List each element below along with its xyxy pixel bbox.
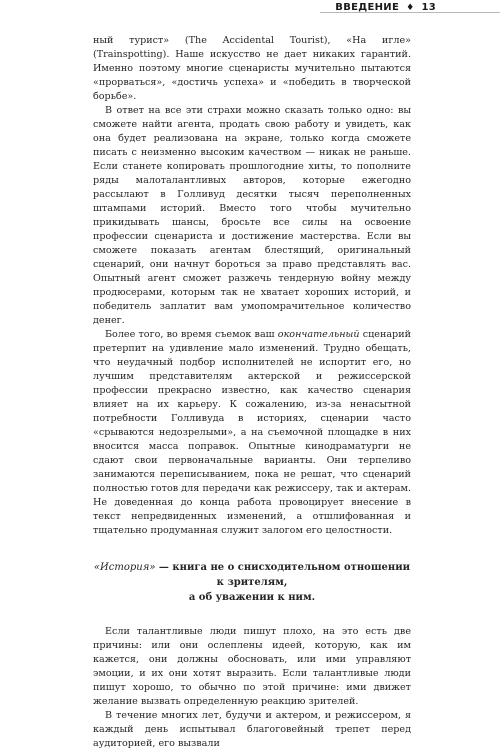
paragraph-3-emphasis: окончательный [277, 329, 360, 340]
diamond-icon: ♦ [406, 3, 415, 13]
paragraph-4: Если талантливые люди пишут плохо, на это есть две причины: или они ослеплены идеей, которую, как им кажется, они должны обосновать, или ими управляют эмоции, и их они хотят выразить. Если талантливые люди пишут хорошо, то обычно по этой причине: ими движет желание вызвать определенную реакцию зрителей. [93, 626, 411, 707]
paragraph-3-rest: сценарий претерпит на удивление мало изменений. Трудно обещать, что неудачный подбор исполнителей не испортит его, но лучшим представителям актерской и режиссерской профессии прекрасно известно, как качество сценария влияет на их карьеру. К сожалению, из-за ненасытной потребности Голливуда в историях, сценарии часто «срываются недозрелыми», а на съемочной площадке в них вносится масса поправок. Опытные кинодраматурги не сдают свои первоначальные варианты. Они терпеливо занимаются переписыванием, пока не решат, что сценарий полностью готов для передачи как режиссеру, так и актерам. Не доведенная до конца работа провоцирует внесение в текст непредвиденных изменений, а отшлифованная и тщательно продуманная служит залогом его целостности. [93, 329, 411, 536]
pull-quote-line-1 [93, 560, 411, 590]
pull-quote [93, 560, 411, 605]
paragraph-3-start: Более того, во время съемок ваш [105, 329, 278, 340]
paragraph-3 [93, 328, 411, 538]
paragraph-1: ный турист» (The Accidental Tourist), «На игле» (Trainspotting). Наше искусство не дает никаких гарантий. Именно поэтому многие сценаристы мучительно пытаются «прорваться», «достичь успеха» и «победить в творческой борьбе». [93, 35, 411, 102]
pull-quote-line-2: а об уважении к ним. [188, 592, 316, 603]
pull-quote-book-title: «История» [93, 562, 156, 573]
section-title: ВВЕДЕНИЕ [335, 2, 400, 13]
page-number: 13 [421, 2, 436, 13]
pull-quote-text: — книга не о снисходительном отношении к зрителям, [155, 562, 411, 588]
page-body [93, 34, 411, 751]
running-head [335, 2, 436, 13]
paragraph-5: В течение многих лет, будучи и актером, и режиссером, я каждый день испытывал благоговейный трепет перед аудиторией, его вызвали [93, 710, 411, 749]
paragraph-2: В ответ на все эти страхи можно сказать только одно: вы сможете найти агента, продать свою работу и увидеть, как она будет реализована на экране, только когда сможете писать с неизменно высоким качеством — никак не раньше. Если станете копировать прошлогодние хиты, то пополните ряды малоталантливых авторов, которые ежегодно рассылают в Голливуд десятки тысяч переполненных штампами историй. Вместо того чтобы мучительно прикидывать шансы, бросьте все силы на освоение профессии сценариста и достижение мастерства. Если вы сможете показать агентам блестящий, оригинальный сценарий, они начнут бороться за право представлять вас. Опытный агент сможет разжечь тендерную войну между продюсерами, которым так не хватает хороших историй, и победитель заплатит вам умопомрачительное количество денег. [93, 105, 411, 326]
